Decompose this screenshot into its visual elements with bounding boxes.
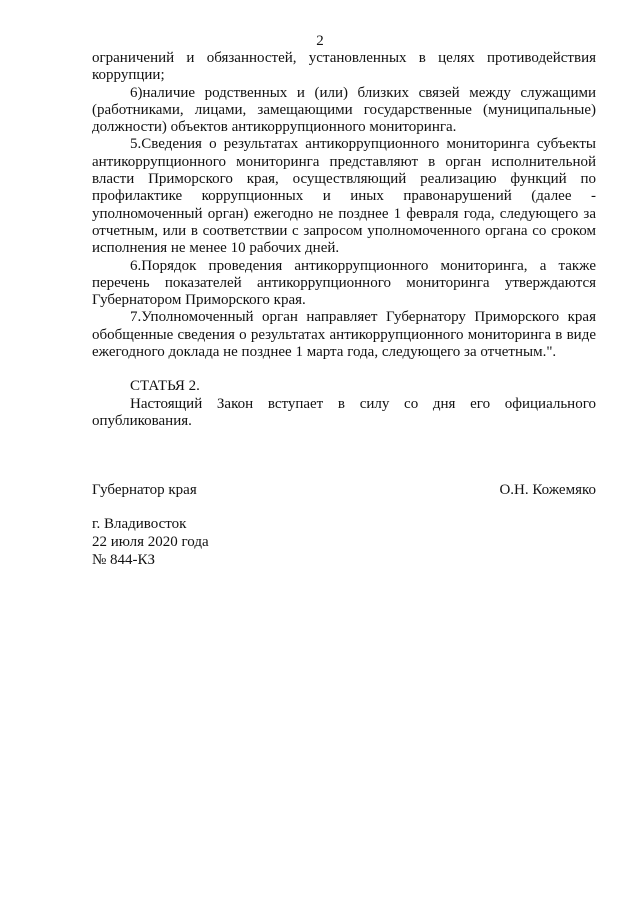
signatory-position: Губернатор края — [92, 482, 197, 498]
article-title: СТАТЬЯ 2. — [130, 378, 200, 395]
paragraph-clause-6: 6.Порядок проведения антикоррупционного мониторинга, а также перечень показателей антикоррупционного мониторинга утверждаются Губернатором Приморского края. — [92, 257, 596, 309]
document-number: № 844-КЗ — [92, 552, 156, 568]
signature-block — [92, 481, 596, 499]
section-spacer — [92, 361, 596, 378]
document-date: 22 июля 2020 года — [92, 534, 209, 550]
document-city: г. Владивосток — [92, 516, 187, 532]
paragraph-continuation: ограничений и обязанностей, установленных в целях противодействия коррупции; — [92, 50, 596, 84]
article-text: Настоящий Закон вступает в силу со дня его официального опубликования. — [92, 395, 596, 429]
page-number: 2 — [316, 33, 324, 49]
paragraph-item-6: 6)наличие родственных и (или) близких связей между служащими (работниками, лицами, замещающими государственные (муниципальные) должности) объектов антикоррупционного мониторинга. — [92, 84, 596, 136]
paragraph-clause-5: 5.Сведения о результатах антикоррупционного мониторинга субъекты антикоррупционного мониторинга представляют в орган исполнительной власти Приморского края, осуществляющий реализацию функций по профилактике коррупционных и иных правонарушений (далее - уполномоченный орган) ежегодно не позднее 1 февраля года, следующего за отчетным, или в соответствии с запросом уполномоченного органа со сроком исполнения не менее 10 рабочих дней. — [92, 136, 596, 257]
place-date-block — [92, 515, 392, 569]
paragraph-clause-7: 7.Уполномоченный орган направляет Губернатору Приморского края обобщенные сведения о результатах антикоррупционного мониторинга в виде ежегодного доклада не позднее 1 марта года, следующего за отчетным.". — [92, 309, 596, 361]
signatory-name: О.Н. Кожемяко — [499, 482, 596, 498]
document-body — [92, 50, 596, 430]
